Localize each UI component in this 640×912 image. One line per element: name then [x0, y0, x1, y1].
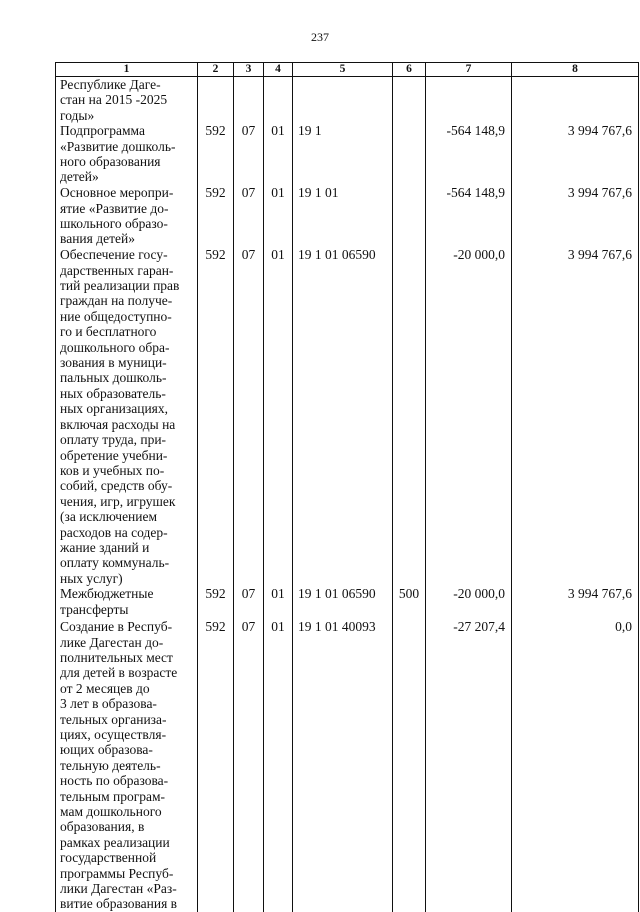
row-name: Основное меропри- ятие «Развитие до- школьного образо- вания детей» — [56, 185, 198, 247]
row-change: -20 000,0 — [426, 247, 512, 586]
row-target: 19 1 01 06590 — [293, 586, 393, 619]
row-subsection: 01 — [264, 185, 293, 247]
row-subsection — [264, 77, 293, 124]
row-ministry: 592 — [198, 185, 234, 247]
row-subsection: 01 — [264, 586, 293, 619]
column-header-change: 7 — [426, 63, 512, 77]
row-section: 07 — [234, 586, 264, 619]
row-subsection: 01 — [264, 247, 293, 586]
table-row — [56, 247, 639, 586]
table-row — [56, 185, 639, 247]
row-total: 0,0 — [512, 619, 639, 912]
row-ministry: 592 — [198, 123, 234, 185]
row-change: -27 207,4 — [426, 619, 512, 912]
row-expense-type — [393, 247, 426, 586]
column-header-total: 8 — [512, 63, 639, 77]
row-target — [293, 77, 393, 124]
table-row — [56, 77, 639, 124]
row-total: 3 994 767,6 — [512, 247, 639, 586]
row-target: 19 1 01 40093 — [293, 619, 393, 912]
row-change — [426, 77, 512, 124]
row-ministry: 592 — [198, 247, 234, 586]
row-expense-type — [393, 123, 426, 185]
row-total: 3 994 767,6 — [512, 586, 639, 619]
row-section: 07 — [234, 185, 264, 247]
row-expense-type — [393, 77, 426, 124]
row-section — [234, 77, 264, 124]
row-total: 3 994 767,6 — [512, 185, 639, 247]
column-header-name: 1 — [56, 63, 198, 77]
row-ministry — [198, 77, 234, 124]
row-section: 07 — [234, 123, 264, 185]
row-section: 07 — [234, 619, 264, 912]
column-header-ministry: 2 — [198, 63, 234, 77]
row-total: 3 994 767,6 — [512, 123, 639, 185]
row-expense-type — [393, 185, 426, 247]
row-target: 19 1 01 — [293, 185, 393, 247]
row-change: -564 148,9 — [426, 185, 512, 247]
row-expense-type — [393, 619, 426, 912]
row-change: -564 148,9 — [426, 123, 512, 185]
row-name: Создание в Респуб- лике Дагестан до- полнительных мест для детей в возрасте от 2 месяцев до 3 лет в образова- тельных организа- циях, осуществля- ющих образова- тельную деятель- ность по образова- тельным програм- мам дошкольного образования, в рамках реализации государственной программы Респуб- лики Дагестан «Раз- витие образования в — [56, 619, 198, 912]
row-change: -20 000,0 — [426, 586, 512, 619]
row-ministry: 592 — [198, 619, 234, 912]
row-section: 07 — [234, 247, 264, 586]
row-name: Межбюджетные трансферты — [56, 586, 198, 619]
table-row — [56, 586, 639, 619]
budget-table — [55, 62, 639, 912]
row-name: Обеспечение госу- дарственных гаран- тий реализации прав граждан на получе- ние общедоступно- го и бесплатного дошкольного обра- зования в муници- пальных дошколь- ных образователь- ных организациях, включая расходы на оплату труда, при- обретение учебни- ков и учебных по- собий, средств обу- чения, игр, игрушек (за исключением расходов на содер- жание зданий и оплату коммуналь- ных услуг) — [56, 247, 198, 586]
column-header-section: 3 — [234, 63, 264, 77]
column-header-subsection: 4 — [264, 63, 293, 77]
row-target: 19 1 01 06590 — [293, 247, 393, 586]
table-header-row — [56, 63, 639, 77]
row-subsection: 01 — [264, 123, 293, 185]
page-number: 237 — [311, 30, 329, 44]
row-target: 19 1 — [293, 123, 393, 185]
row-ministry: 592 — [198, 586, 234, 619]
table-row — [56, 123, 639, 185]
column-header-target: 5 — [293, 63, 393, 77]
row-subsection: 01 — [264, 619, 293, 912]
row-expense-type: 500 — [393, 586, 426, 619]
table-row — [56, 619, 639, 912]
row-name: Республике Даге- стан на 2015 -2025 годы» — [56, 77, 198, 124]
column-header-expense-type: 6 — [393, 63, 426, 77]
row-total — [512, 77, 639, 124]
row-name: Подпрограмма «Развитие дошколь- ного образования детей» — [56, 123, 198, 185]
